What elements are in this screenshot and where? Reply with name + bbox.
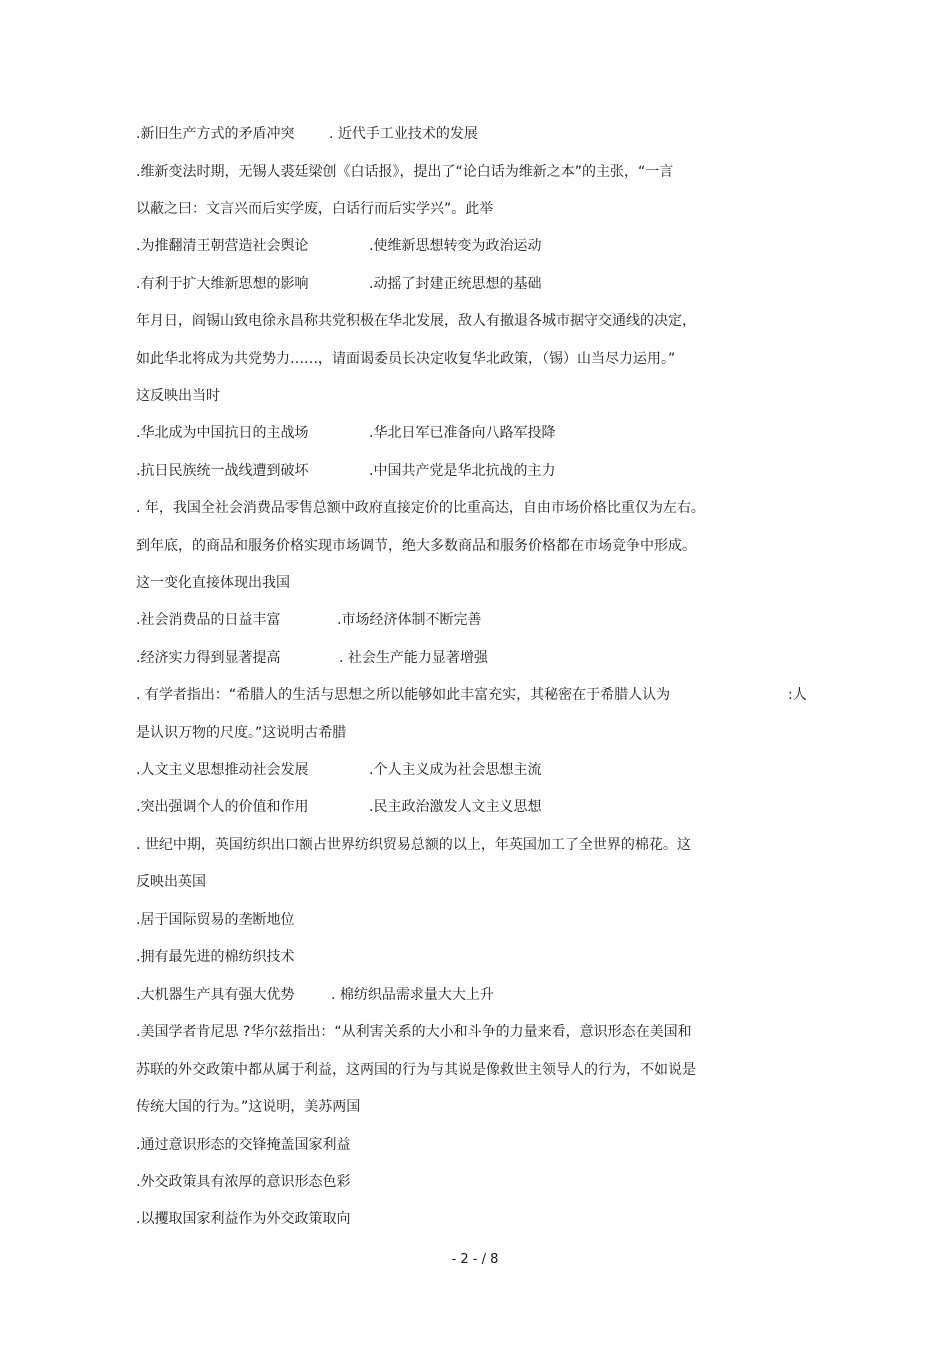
option-line bbox=[136, 423, 556, 443]
question-text: . 世纪中期，英国纺织出口额占世界纺织贸易总额的以上，年英国加工了全世界的棉花。这 bbox=[136, 837, 691, 853]
option-text: .为推翻清王朝营造社会舆论 bbox=[136, 238, 309, 254]
page-number: - 2 - / 8 bbox=[451, 1252, 499, 1267]
option-line bbox=[136, 985, 494, 1005]
question-text: 这一变化直接体现出我国 bbox=[136, 575, 290, 591]
option-text: .以攫取国家利益作为外交政策取向 bbox=[136, 1211, 351, 1227]
question-text: 到年底，的商品和服务价格实现市场调节，绝大多数商品和服务价格都在市场竞争中形成。 bbox=[136, 538, 696, 554]
option-line bbox=[136, 461, 556, 481]
option-line bbox=[136, 648, 488, 668]
option-text: .突出强调个人的价值和作用 bbox=[136, 799, 309, 815]
option-text: .人文主义思想推动社会发展 bbox=[136, 762, 309, 778]
option-line bbox=[136, 236, 542, 256]
option-text: . 棉纺织品需求量大大上升 bbox=[331, 987, 494, 1003]
option-text: . 社会生产能力显著增强 bbox=[339, 650, 488, 666]
option-text: .有利于扩大维新思想的影响 bbox=[136, 276, 309, 292]
option-line bbox=[136, 274, 542, 294]
option-text: .拥有最先进的棉纺织技术 bbox=[136, 949, 295, 965]
option-text: .抗日民族统一战线遭到破坏 bbox=[136, 463, 309, 479]
option-text: .外交政策具有浓厚的意识形态色彩 bbox=[136, 1174, 351, 1190]
question-line bbox=[136, 685, 807, 705]
option-text: .个人主义成为社会思想主流 bbox=[369, 762, 542, 778]
option-text: . 近代手工业技术的发展 bbox=[329, 126, 478, 142]
question-text: 传统大国的行为。”这说明，美苏两国 bbox=[136, 1099, 361, 1115]
question-text: .美国学者肯尼思 ?华尔兹指出：“从利害关系的大小和斗争的力量来看，意识形态在美国和 bbox=[136, 1024, 692, 1040]
option-text: .市场经济体制不断完善 bbox=[337, 612, 482, 628]
question-text: 苏联的外交政策中都从属于利益，这两国的行为与其说是像救世主领导人的行为，不如说是 bbox=[136, 1062, 696, 1078]
option-text: .经济实力得到显著提高 bbox=[136, 650, 281, 666]
option-text: .使维新思想转变为政治运动 bbox=[369, 238, 542, 254]
question-text: :人 bbox=[788, 687, 807, 703]
option-line bbox=[136, 797, 542, 817]
option-text: .新旧生产方式的矛盾冲突 bbox=[136, 126, 295, 142]
question-text: . 有学者指出：“希腊人的生活与思想之所以能够如此丰富充实，其秘密在于希腊人认为 bbox=[136, 687, 671, 703]
option-text: .中国共产党是华北抗战的主力 bbox=[369, 463, 556, 479]
option-text: .大机器生产具有强大优势 bbox=[136, 987, 295, 1003]
question-text: 以蔽之曰：文言兴而后实学废，白话行而后实学兴”。此举 bbox=[136, 201, 494, 217]
question-text: 年月日，阎锡山致电徐永昌称共党积极在华北发展，敌人有撤退各城市据守交通线的决定， bbox=[136, 313, 696, 329]
option-text: .民主政治激发人文主义思想 bbox=[369, 799, 542, 815]
option-line bbox=[136, 124, 478, 144]
option-line bbox=[136, 610, 482, 630]
question-text: 反映出英国 bbox=[136, 874, 206, 890]
option-text: .社会消费品的日益丰富 bbox=[136, 612, 281, 628]
option-text: .动摇了封建正统思想的基础 bbox=[369, 276, 542, 292]
option-line bbox=[136, 760, 542, 780]
question-text: .维新变法时期，无锡人裘廷梁创《白话报》，提出了“论白话为维新之本”的主张，“一言 bbox=[136, 164, 674, 180]
option-text: .居于国际贸易的垄断地位 bbox=[136, 912, 295, 928]
question-text: 是认识万物的尺度。”这说明古希腊 bbox=[136, 725, 347, 741]
option-text: .华北成为中国抗日的主战场 bbox=[136, 425, 309, 441]
question-text: 这反映出当时 bbox=[136, 388, 220, 404]
question-text: . 年，我国全社会消费品零售总额中政府直接定价的比重高达，自由市场价格比重仅为左右。 bbox=[136, 500, 705, 516]
question-text: 如此华北将成为共党势力……，请面谒委员长决定收复华北政策，（锡）山当尽力运用。” bbox=[136, 351, 676, 367]
option-text: .通过意识形态的交锋掩盖国家利益 bbox=[136, 1137, 351, 1153]
option-text: .华北日军已准备向八路军投降 bbox=[369, 425, 556, 441]
